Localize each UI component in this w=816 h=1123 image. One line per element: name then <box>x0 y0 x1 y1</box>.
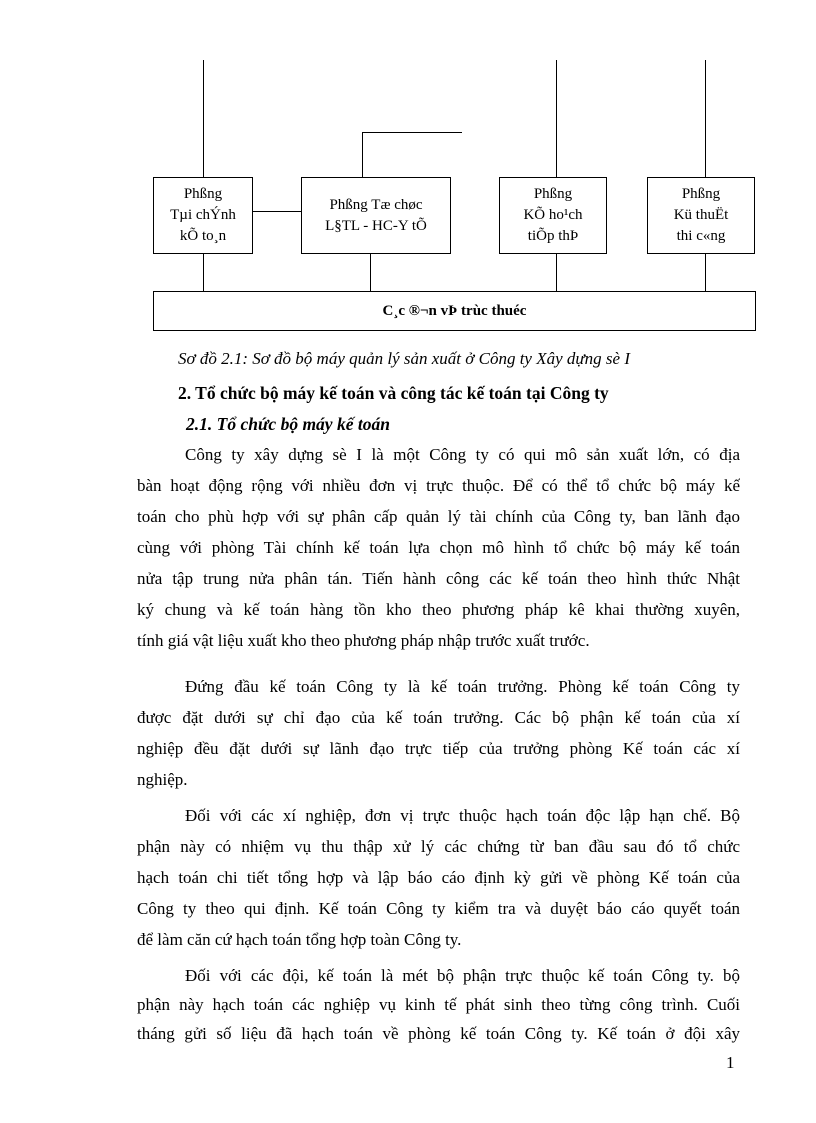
paragraph-line: để làm căn cứ hạch toán tổng hợp toàn Công ty. <box>137 930 462 949</box>
box-line: Phßng Tæ chøc <box>329 196 423 213</box>
paragraph-line: ký chung và kế toán hàng tồn kho theo phương pháp kê khai thường xuyên, <box>137 600 740 619</box>
diagram-caption: Sơ đồ 2.1: Sơ đồ bộ máy quản lý sản xuất ở Công ty Xây dựng sè I <box>178 349 630 368</box>
box-line: Tµi chÝnh <box>170 207 236 223</box>
paragraph-line: nửa tập trung nửa phân tán. Tiến hành công các kế toán theo hình thức Nhật <box>137 569 740 588</box>
paragraph-line: được đặt dưới sự chỉ đạo của kế toán trưởng. Các bộ phận kế toán của xí <box>137 708 740 727</box>
paragraph-2 <box>137 671 740 795</box>
connector-line <box>705 254 706 291</box>
org-box-technical <box>647 177 755 254</box>
box-line: Kü thuËt <box>673 207 729 223</box>
org-box-planning <box>499 177 607 254</box>
connector-line <box>253 211 301 212</box>
paragraph-line: tính giá vật liệu xuất kho theo phương pháp nhập trước xuất trước. <box>137 631 590 650</box>
box-line: kÕ to¸n <box>179 228 227 244</box>
connector-line <box>556 60 557 177</box>
paragraph-line: Công ty xây dựng sè I là một Công ty có qui mô sản xuất lớn, có địa <box>185 445 740 464</box>
paragraph-3 <box>137 800 740 955</box>
paragraph-line: phận này hạch toán các nghiệp vụ kinh tế phát sinh theo từng công trình. Cuối <box>137 995 740 1014</box>
org-box-subsidiary-units <box>153 291 756 331</box>
section-heading: 2. Tổ chức bộ máy kế toán và công tác kế toán tại Công ty <box>178 383 609 403</box>
paragraph-line: Đối với các đội, kế toán là mét bộ phận trực thuộc kế toán Công ty. bộ <box>185 966 740 985</box>
paragraph-4 <box>137 961 740 1048</box>
subsection-heading: 2.1. Tổ chức bộ máy kế toán <box>186 414 390 434</box>
box-line: Phßng <box>183 186 223 202</box>
connector-line <box>203 60 204 177</box>
paragraph-line: toán cho phù hợp với sự phân cấp quản lý tài chính của Công ty, ban lãnh đạo <box>137 507 740 526</box>
box-line: thi c«ng <box>676 228 726 244</box>
paragraph-line: phận này có nhiệm vụ thu thập xử lý các chứng từ ban đầu sau đó tổ chức <box>137 837 740 856</box>
page-number: 1 <box>726 1053 735 1072</box>
paragraph-line: hạch toán chi tiết tổng hợp và lập báo cáo định kỳ gửi về phòng Kế toán của <box>137 868 740 887</box>
connector-line <box>362 132 462 133</box>
connector-line <box>705 60 706 177</box>
paragraph-line: tháng gửi số liệu đã hạch toán về phòng kế toán Công ty. Kế toán ở đội xây <box>137 1024 740 1043</box>
paragraph-line: bàn hoạt động rộng với nhiều đơn vị trực thuộc. Để có thể tổ chức bộ máy kế <box>137 476 740 495</box>
connector-line <box>362 132 363 177</box>
box-line: KÕ ho¹ch <box>523 207 583 223</box>
paragraph-line: cùng với phòng Tài chính kế toán lựa chọn mô hình tổ chức bộ máy kế toán <box>137 538 740 557</box>
box-line: tiÕp thÞ <box>527 228 579 244</box>
connector-line <box>370 254 371 291</box>
box-line: Phßng <box>533 186 573 202</box>
paragraph-line: nghiệp đều đặt dưới sự lãnh đạo trực tiếp của trưởng phòng Kế toán các xí <box>137 739 740 758</box>
paragraph-line: Đứng đầu kế toán Công ty là kế toán trưởng. Phòng kế toán Công ty <box>185 677 740 696</box>
paragraph-line: Công ty theo qui định. Kế toán Công ty kiểm tra và duyệt báo cáo quyết toán <box>137 899 740 918</box>
org-box-organization <box>301 177 451 254</box>
paragraph-line: Đối với các xí nghiệp, đơn vị trực thuộc hạch toán độc lập hạn chế. Bộ <box>185 806 740 825</box>
paragraph-line: nghiệp. <box>137 770 188 789</box>
org-box-finance <box>153 177 253 254</box>
org-chart <box>0 0 816 340</box>
box-line: C¸c ®¬n vÞ trùc thuéc <box>382 302 527 319</box>
paragraph-1 <box>137 439 740 656</box>
box-line: Phßng <box>681 186 721 202</box>
connector-line <box>203 254 204 291</box>
connector-line <box>556 254 557 291</box>
box-line: L§TL - HC-Y tÕ <box>325 217 427 234</box>
